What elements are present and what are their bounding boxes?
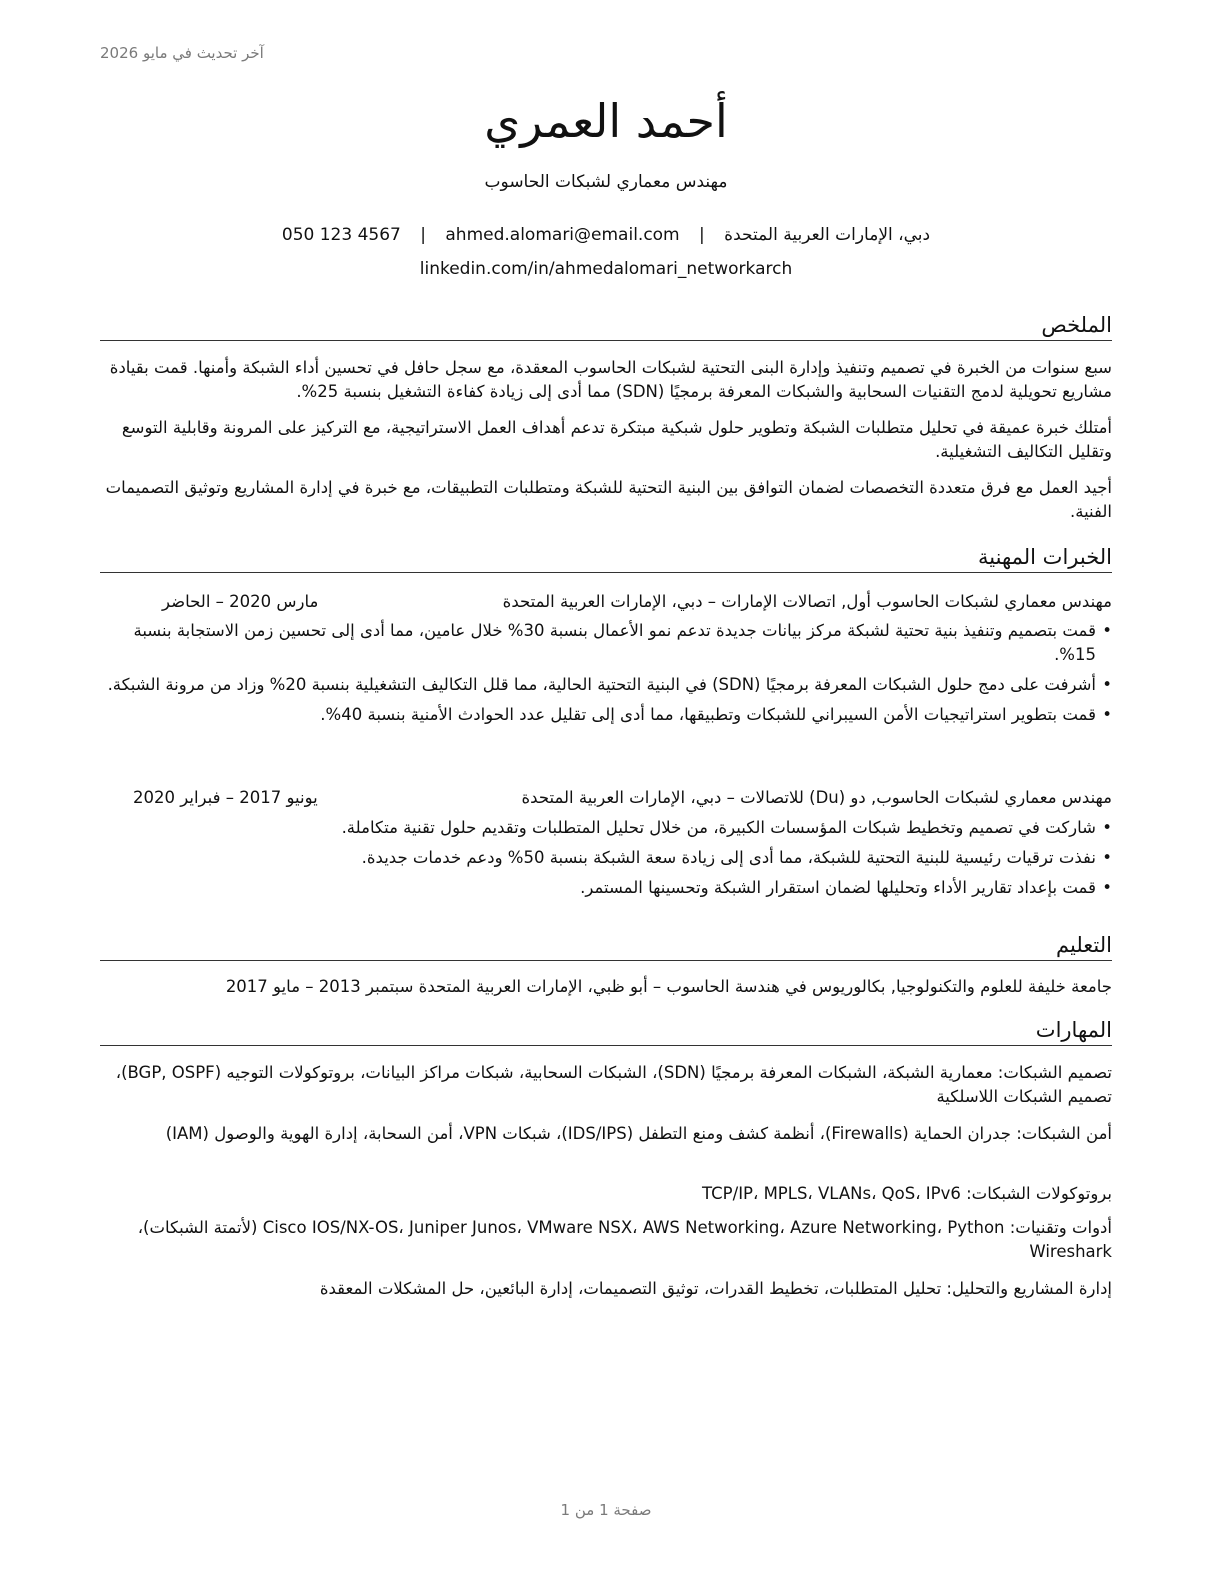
job-bullet: • قمت بتطوير استراتيجيات الأمن السيبراني للشبكات وتطبيقها، مما أدى إلى تقليل عدد الحوادث الأمنية بنسبة 40%. bbox=[100, 703, 1112, 727]
page-number: صفحة 1 من 1 bbox=[560, 1501, 652, 1519]
summary-paragraph: سبع سنوات من الخبرة في تصميم وتنفيذ وإدارة البنى التحتية لشبكات الحاسوب المعقدة، مع سجل حافل في تحسين أداء الشبكة وأمنها. قمت بقيادة مشاريع تحويلية لدمج التقنيات السحابية والشبكات المعرفة برمجيًا (SDN) مما أدى إلى زيادة كفاءة التشغيل بنسبة 25%. bbox=[109, 358, 1112, 401]
skills-item: أمن الشبكات: جدران الحماية (Firewalls)، أنظمة كشف ومنع التطفل (IDS/IPS)، شبكات VPN، أمن السحابة، إدارة الهوية والوصول (IAM) bbox=[165, 1124, 1112, 1143]
education-heading: التعليم bbox=[100, 930, 1112, 961]
job-bullet: • نفذت ترقيات رئيسية للبنية التحتية للشبكة، مما أدى إلى زيادة سعة الشبكة بنسبة 50% ودعم خدمات جديدة. bbox=[100, 846, 1112, 870]
summary-paragraph: أجيد العمل مع فرق متعددة التخصصات لضمان التوافق بين البنية التحتية للشبكة ومتطلبات التطبيقات، مع خبرة في إدارة المشاريع وتوثيق التصميمات الفنية. bbox=[105, 478, 1112, 521]
contact-phone: 050 123 4567 bbox=[281, 225, 401, 245]
contact-email[interactable]: ahmed.alomari@email.com bbox=[445, 225, 680, 245]
job-dates: يونيو 2017 – فبراير 2020 bbox=[133, 788, 318, 807]
contact-location: دبي، الإمارات العربية المتحدة bbox=[724, 225, 931, 245]
contact-line bbox=[100, 222, 1112, 248]
skills-item: أدوات وتقنيات: Cisco IOS/NX-OS، Juniper Junos، VMware NSX، AWS Networking، Azure Networking، Python (لأتمتة الشبكات)، Wireshark bbox=[137, 1218, 1112, 1261]
job-title: مهندس معماري لشبكات الحاسوب bbox=[484, 172, 728, 192]
job-bullet: • أشرفت على دمج حلول الشبكات المعرفة برمجيًا (SDN) في البنية التحتية الحالية، مما قلل التكاليف التشغيلية بنسبة 20% وزاد من مرونة الشبكة. bbox=[100, 673, 1112, 697]
skills-item: إدارة المشاريع والتحليل: تحليل المتطلبات، تخطيط القدرات، توثيق التصميمات، إدارة البائعين، حل المشكلات المعقدة bbox=[319, 1279, 1112, 1298]
education-entry: جامعة خليفة للعلوم والتكنولوجيا, بكالوريوس في هندسة الحاسوب – أبو ظبي، الإمارات العربية المتحدة سبتمبر 2013 – مايو 2017 bbox=[225, 977, 1112, 996]
skills-item: بروتوكولات الشبكات: TCP/IP، MPLS، VLANs، QoS، IPv6 bbox=[702, 1184, 1112, 1203]
summary-heading: الملخص bbox=[100, 310, 1112, 341]
job-bullets bbox=[100, 619, 1112, 733]
skills-item: تصميم الشبكات: معمارية الشبكة، الشبكات المعرفة برمجيًا (SDN)، الشبكات السحابية، شبكات مراكز البيانات، بروتوكولات التوجيه (BGP, OSPF)، تصميم الشبكات اللاسلكية bbox=[115, 1063, 1112, 1106]
skills-heading: المهارات bbox=[100, 1015, 1112, 1046]
job-header bbox=[100, 590, 1112, 614]
candidate-name: أحمد العمري bbox=[484, 94, 728, 148]
contact-linkedin[interactable]: linkedin.com/in/ahmedalomari_networkarch bbox=[419, 259, 793, 279]
job-role-company: مهندس معماري لشبكات الحاسوب, دو (Du) للاتصالات – دبي، الإمارات العربية المتحدة bbox=[521, 788, 1112, 807]
experience-heading: الخبرات المهنية bbox=[100, 542, 1112, 573]
job-bullet: • قمت بإعداد تقارير الأداء وتحليلها لضمان استقرار الشبكة وتحسينها المستمر. bbox=[100, 876, 1112, 900]
job-header bbox=[100, 786, 1112, 810]
job-role-company: مهندس معماري لشبكات الحاسوب أول, اتصالات الإمارات – دبي، الإمارات العربية المتحدة bbox=[502, 592, 1112, 611]
job-bullet: • قمت بتصميم وتنفيذ بنية تحتية لشبكة مركز بيانات جديدة تدعم نمو الأعمال بنسبة 30% خلال عامين، مما أدى إلى تحسين زمن الاستجابة بنسبة 15%. bbox=[100, 619, 1112, 667]
contact-separator: | bbox=[699, 225, 705, 245]
summary-paragraph: أمتلك خبرة عميقة في تحليل متطلبات الشبكة وتطوير حلول شبكية مبتكرة تدعم أهداف العمل الاستراتيجية، مع التركيز على المرونة وقابلية التوسع وتقليل التكاليف التشغيلية. bbox=[121, 418, 1112, 461]
job-bullet: • شاركت في تصميم وتخطيط شبكات المؤسسات الكبيرة، من خلال تحليل المتطلبات وتقديم حلول تقنية متكاملة. bbox=[100, 816, 1112, 840]
job-dates: مارس 2020 – الحاضر bbox=[162, 592, 319, 611]
last-updated-note: آخر تحديث في مايو 2026 bbox=[100, 44, 264, 62]
resume-page bbox=[100, 0, 1112, 1584]
job-bullets bbox=[100, 816, 1112, 906]
contact-separator: | bbox=[420, 225, 426, 245]
